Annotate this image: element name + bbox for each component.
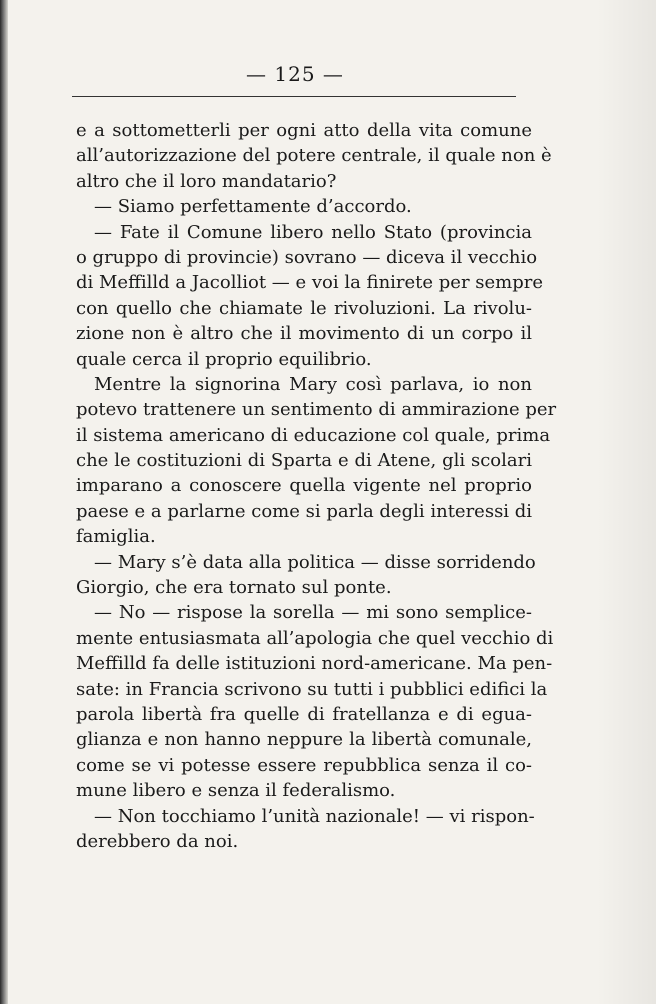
text-line: parola libertà fra quelle di fratellanza e di egua- bbox=[76, 703, 532, 725]
text-line: altro che il loro mandatario? bbox=[76, 170, 337, 192]
text-line: all’autorizzazione del potere centrale, il quale non è bbox=[76, 145, 552, 167]
text-line: sate: in Francia scrivono su tutti i pubblici edifici la bbox=[76, 678, 548, 700]
text-line: che le costituzioni di Sparta e di Atene, gli scolari bbox=[76, 450, 532, 472]
text-line: paese e a parlarne come si parla degli interessi di bbox=[76, 500, 533, 522]
text-line: — Mary s’è data alla politica — disse sorridendo bbox=[94, 551, 536, 573]
text-line: — Fate il Comune libero nello Stato (provincia bbox=[94, 221, 532, 243]
text-line: o gruppo di provincie) sovrano — diceva il vecchio bbox=[76, 246, 538, 268]
text-line: Giorgio, che era tornato sul ponte. bbox=[76, 577, 392, 599]
text-line: Meffilld fa delle istituzioni nord-americane. Ma pen- bbox=[76, 653, 553, 675]
text-line: Mentre la signorina Mary così parlava, io non bbox=[94, 373, 532, 395]
page-shadow bbox=[596, 0, 656, 1004]
text-line: come se vi potesse essere repubblica senza il co- bbox=[76, 754, 532, 776]
text-line: mente entusiasmata all’apologia che quel vecchio di bbox=[76, 627, 554, 649]
text-line: imparano a conoscere quella vigente nel proprio bbox=[76, 475, 532, 497]
text-line: — No — rispose la sorella — mi sono semplice- bbox=[94, 602, 532, 624]
text-line: mune libero e senza il federalismo. bbox=[76, 780, 396, 802]
text-line: di Meffilld a Jacolliot — e voi la finirete per sempre bbox=[76, 272, 544, 294]
text-line: derebbero da noi. bbox=[76, 830, 239, 852]
header-rule bbox=[72, 96, 516, 97]
text-line: — Non tocchiamo l’unità nazionale! — vi rispon- bbox=[94, 805, 535, 827]
text-line: quale cerca il proprio equilibrio. bbox=[76, 348, 372, 370]
body-text bbox=[76, 118, 557, 854]
text-line: famiglia. bbox=[76, 526, 156, 548]
text-line: il sistema americano di educazione col quale, prima bbox=[76, 424, 551, 446]
text-line: e a sottometterli per ogni atto della vita comune bbox=[76, 120, 532, 141]
text-line: potevo trattenere un sentimento di ammirazione per bbox=[76, 399, 557, 421]
text-line: zione non è altro che il movimento di un corpo il bbox=[76, 323, 532, 345]
text-line: glianza e non hanno neppure la libertà comunale, bbox=[76, 729, 532, 751]
page-number: — 125 — bbox=[246, 62, 344, 86]
text-line: con quello che chiamate le rivoluzioni. La rivolu- bbox=[76, 297, 532, 319]
page-binding-edge bbox=[0, 0, 8, 1004]
text-line: — Siamo perfettamente d’accordo. bbox=[94, 196, 412, 218]
